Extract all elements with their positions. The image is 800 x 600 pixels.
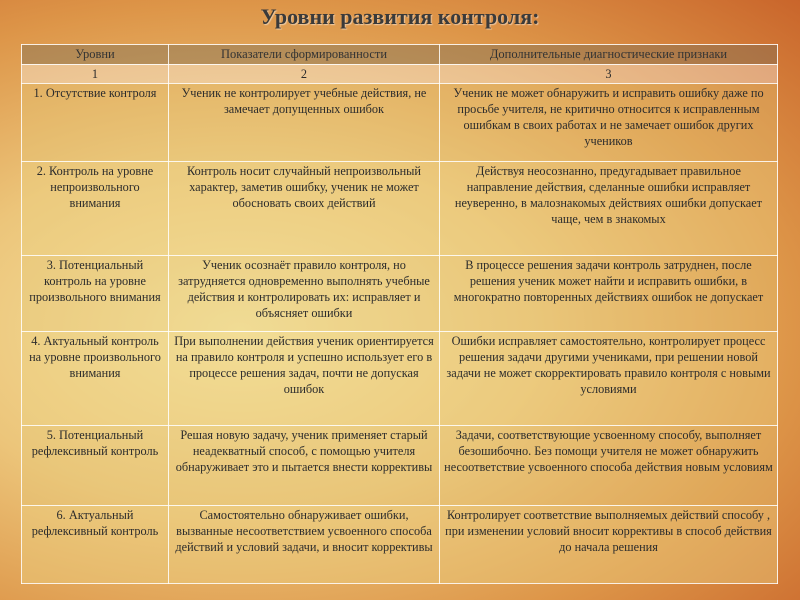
header-indicators: Показатели сформированности xyxy=(169,45,440,65)
signs-cell: Контролирует соответствие выполняемых действий способу , при изменении условий вносит коррективы в способ действия до начала решения xyxy=(440,505,778,583)
signs-cell: Ученик не может обнаружить и исправить ошибку даже по просьбе учителя, не критично относится к исправленным ошибкам в своих работах и не замечает ошибок других учеников xyxy=(440,83,778,161)
slide-title: Уровни развития контроля: xyxy=(260,4,540,29)
level-cell: 5. Потенциальный рефлексивный контроль xyxy=(22,425,169,505)
table-row xyxy=(22,161,778,255)
indicators-cell: Ученик не контролирует учебные действия, не замечает допущенных ошибок xyxy=(169,83,440,161)
header-levels: Уровни xyxy=(22,45,169,65)
indicators-cell: Контроль носит случайный непроизвольный характер, заметив ошибку, ученик не может обосновать своих действий xyxy=(169,161,440,255)
level-cell: 1. Отсутствие контроля xyxy=(22,83,169,161)
signs-cell: Ошибки исправляет самостоятельно, контролирует процесс решения задачи другими учениками, при решении новой задачи не может скорректировать правило контроля с новыми условиями xyxy=(440,331,778,425)
table-row xyxy=(22,505,778,583)
level-cell: 4. Актуальный контроль на уровне произвольного внимания xyxy=(22,331,169,425)
table-row xyxy=(22,255,778,331)
column-number: 3 xyxy=(440,64,778,83)
control-levels-table xyxy=(21,44,778,584)
signs-cell: Действуя неосознанно, предугадывает правильное направление действия, сделанные ошибки исправляет неуверенно, в малознакомых действиях ошибки допускает чаще, чем в знакомых xyxy=(440,161,778,255)
level-cell: 6. Актуальный рефлексивный контроль xyxy=(22,505,169,583)
indicators-cell: Ученик осознаёт правило контроля, но затрудняется одновременно выполнять учебные действия и контролировать их: исправляет и объясняет ошибки xyxy=(169,255,440,331)
column-number: 2 xyxy=(169,64,440,83)
indicators-cell: Самостоятельно обнаруживает ошибки, вызванные несоответствием усвоенного способа действий и условий задачи, и вносит коррективы xyxy=(169,505,440,583)
level-cell: 2. Контроль на уровне непроизвольного внимания xyxy=(22,161,169,255)
header-diagnostic-signs: Дополнительные диагностические признаки xyxy=(440,45,778,65)
signs-cell: Задачи, соответствующие усвоенному способу, выполняет безошибочно. Без помощи учителя не может обнаружить несоответствие усвоенного способа действия новым условиям xyxy=(440,425,778,505)
signs-cell: В процессе решения задачи контроль затруднен, после решения ученик может найти и исправить ошибки, в многократно повторенных действиях ошибок не допускает xyxy=(440,255,778,331)
table-row xyxy=(22,83,778,161)
column-number-row xyxy=(22,64,778,83)
indicators-cell: Решая новую задачу, ученик применяет старый неадекватный способ, с помощью учителя обнаруживает это и пытается внести коррективы xyxy=(169,425,440,505)
column-number: 1 xyxy=(22,64,169,83)
table-row xyxy=(22,425,778,505)
indicators-cell: При выполнении действия ученик ориентируется на правило контроля и успешно использует его в процессе решения задач, почти не допуская ошибок xyxy=(169,331,440,425)
table-row xyxy=(22,331,778,425)
table-header-row xyxy=(22,45,778,65)
level-cell: 3. Потенциальный контроль на уровне произвольного внимания xyxy=(22,255,169,331)
